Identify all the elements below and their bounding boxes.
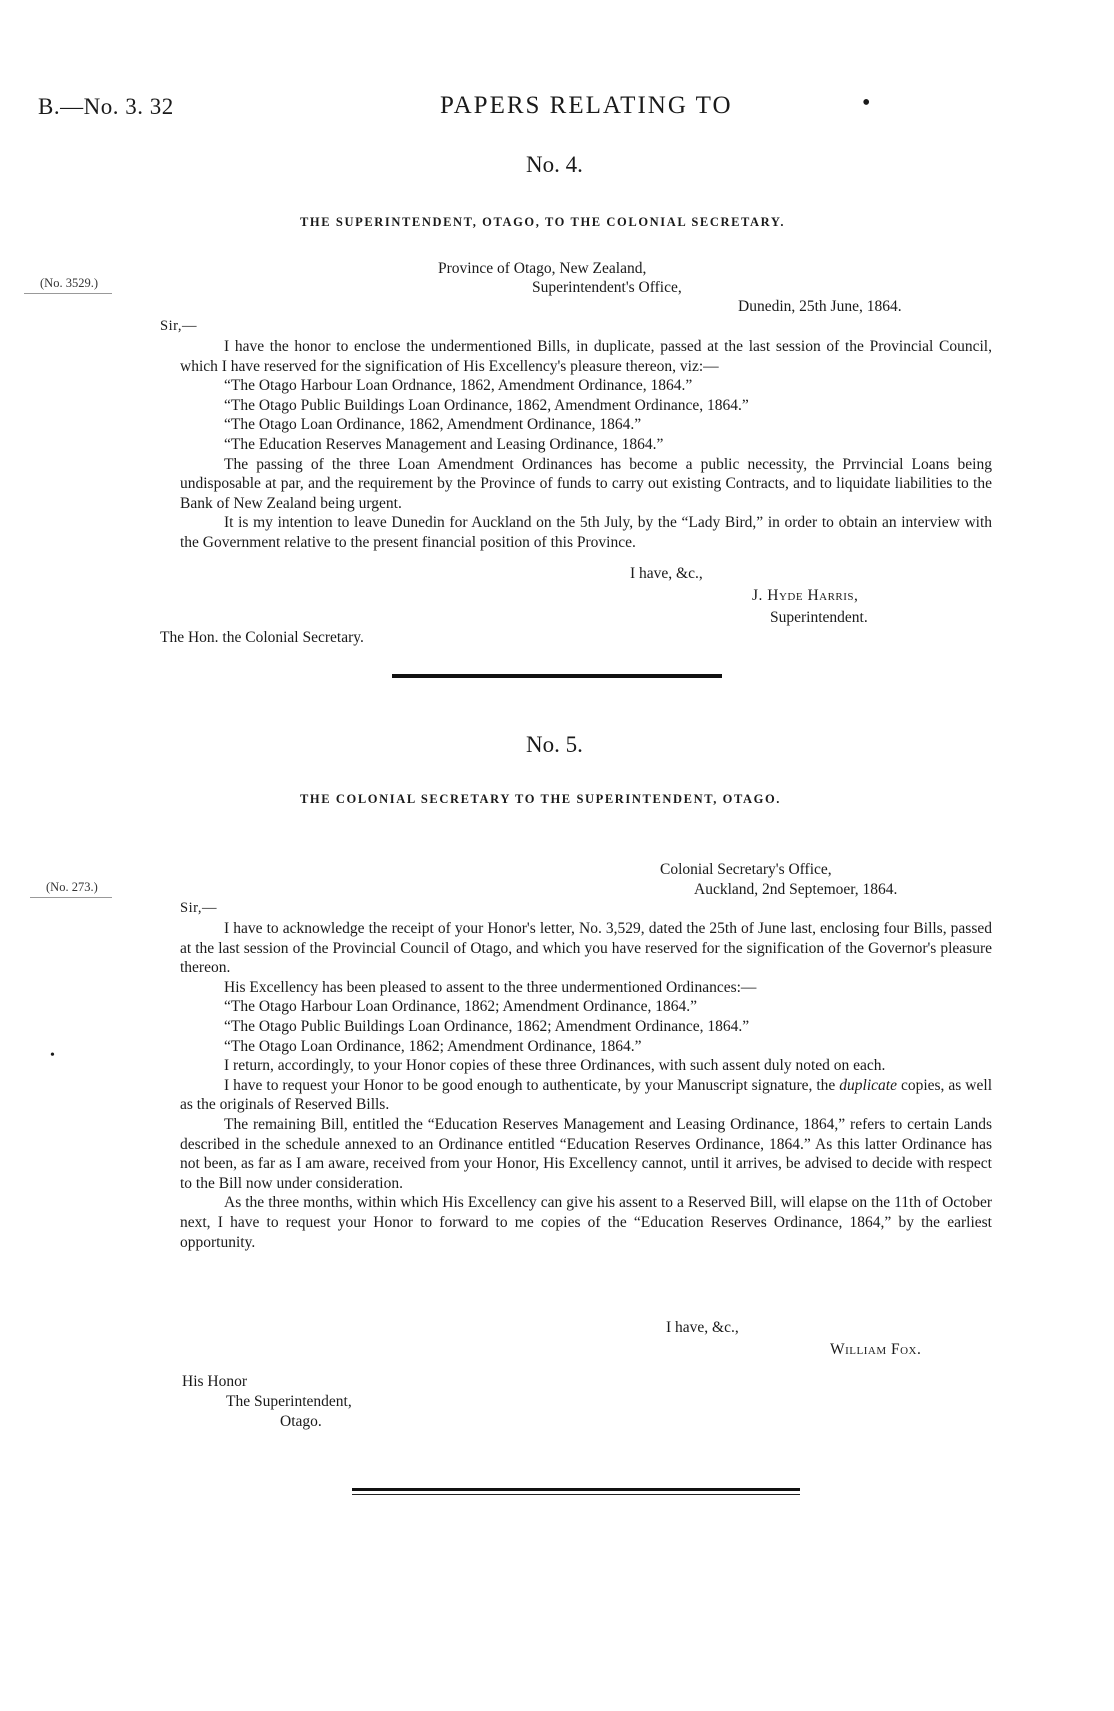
page-reference: B.—No. 3. 32 <box>38 94 174 119</box>
letter-4-address-line-2: Superintendent's Office, <box>532 279 682 296</box>
letter-5-addressee-line-3: Otago. <box>280 1413 322 1430</box>
letter-5-address-line-2: Auckland, 2nd Septemoer, 1864. <box>694 881 898 898</box>
end-rule-thin <box>352 1494 800 1495</box>
letter-4-addressee: The Hon. the Colonial Secretary. <box>160 629 364 646</box>
letter-5-body <box>180 919 992 1252</box>
letter-4-margin-reference: (No. 3529.) <box>24 276 112 294</box>
letter-5-quote-1: “The Otago Harbour Loan Ordinance, 1862; Amendment Ordinance, 1864.” <box>224 998 698 1016</box>
letter-4-number: No. 4. <box>526 152 583 177</box>
letter-5-quote-2: “The Otago Public Buildings Loan Ordinance, 1862; Amendment Ordinance, 1864.” <box>224 1017 750 1035</box>
header-mark: • <box>862 90 871 116</box>
letter-4-quote-1: “The Otago Harbour Loan Ordnance, 1862, Amendment Ordinance, 1864.” <box>224 377 693 395</box>
letter-4-signature-title: Superintendent. <box>770 609 868 626</box>
letter-5-number: No. 5. <box>526 732 583 757</box>
letter-4-closing: I have, &c., <box>630 565 703 582</box>
letter-4-heading: THE SUPERINTENDENT, OTAGO, TO THE COLONIAL SECRETARY. <box>300 215 786 229</box>
letter-4-address-line-1: Province of Otago, New Zealand, <box>438 260 647 277</box>
letter-5-salutation: Sir,— <box>180 900 217 916</box>
letter-5-paragraph-4 <box>180 1076 992 1115</box>
letter-4-paragraph-1: I have the honor to enclose the undermentioned Bills, in duplicate, passed at the last session of the Provincial Council, which I have reserved for the signification of His Excellency's pleasure thereon, viz:— <box>180 338 992 375</box>
letter-5-margin-reference: (No. 273.) <box>30 880 112 898</box>
letter-5-addressee-line-2: The Superintendent, <box>226 1393 352 1410</box>
letter-5-closing: I have, &c., <box>666 1319 739 1336</box>
letter-5-paragraph-6: As the three months, within which His Excellency can give his assent to a Reserved Bill, will elapse on the 11th of October next, I have to request your Honor to forward to me copies of the “Education Reserves Ordinance, 1864,” by the earliest opportunity. <box>180 1194 992 1251</box>
letter-5-paragraph-5: The remaining Bill, entitled the “Education Reserves Management and Leasing Ordinance, 1864,” refers to certain Lands described in the schedule annexed to an Ordinance entitled “Education Reserves Ordinance, 1864.” As this latter Ordinance has not been, as far as I am aware, received from your Honor, His Excellency cannot, until it arrives, be advised to decide with respect to the Bill now under consideration. <box>180 1115 992 1192</box>
letter-4-address-line-3: Dunedin, 25th June, 1864. <box>738 298 902 315</box>
letter-4-signature: J. Hyde Harris, <box>752 587 859 604</box>
letter-5-quote-3: “The Otago Loan Ordinance, 1862; Amendment Ordinance, 1864.” <box>224 1037 642 1055</box>
letter-4-paragraph-2: The passing of the three Loan Amendment Ordinances has become a public necessity, the Prrvincial Loans being undisposable at par, and the requirement by the Province of funds to carry out existing Contracts, and to liquidate liabilities to the Bank of New Zealand being urgent. <box>180 455 992 512</box>
stray-mark: • <box>50 1048 55 1063</box>
letter-4-body <box>180 337 992 553</box>
letter-4-paragraph-3: It is my intention to leave Dunedin for Auckland on the 5th July, by the “Lady Bird,” in order to obtain an interview with the Government relative to the present financial position of this Province. <box>180 514 992 551</box>
letter-5-paragraph-4-start: I have to request your Honor to be good enough to authenticate, by your Manuscript signature, the <box>224 1076 840 1094</box>
end-rule-thick <box>352 1488 800 1491</box>
letter-5-duplicate-emphasis: duplicate <box>839 1076 897 1094</box>
letter-5-paragraph-3: I return, accordingly, to your Honor copies of these three Ordinances, with such assent duly noted on each. <box>224 1057 886 1075</box>
letter-5-addressee-line-1: His Honor <box>182 1373 248 1390</box>
letter-4-salutation: Sir,— <box>160 318 197 334</box>
letter-5-address-line-1: Colonial Secretary's Office, <box>660 861 832 878</box>
page-title: PAPERS RELATING TO <box>440 92 733 119</box>
letter-4-quote-2: “The Otago Public Buildings Loan Ordinance, 1862, Amendment Ordinance, 1864.” <box>224 396 749 414</box>
letter-5-paragraph-1: I have to acknowledge the receipt of your Honor's letter, No. 3,529, dated the 25th of June last, enclosing four Bills, passed at the last session of the Provincial Council of Otago, and which you have reserved for the signification of the Governor's pleasure thereon. <box>180 920 992 977</box>
letter-4-quote-3: “The Otago Loan Ordinance, 1862, Amendment Ordinance, 1864.” <box>224 416 642 434</box>
letter-5-paragraph-4-end: copies, as well as the originals of Reserved Bills. <box>180 1076 992 1114</box>
letter-4-quote-4: “The Education Reserves Management and Leasing Ordinance, 1864.” <box>224 435 664 453</box>
letter-5-signature: William Fox. <box>830 1341 922 1358</box>
section-divider <box>392 674 722 678</box>
letter-5-paragraph-2: His Excellency has been pleased to assent to the three undermentioned Ordinances:— <box>224 978 757 996</box>
letter-5-heading: THE COLONIAL SECRETARY TO THE SUPERINTENDENT, OTAGO. <box>300 792 782 806</box>
